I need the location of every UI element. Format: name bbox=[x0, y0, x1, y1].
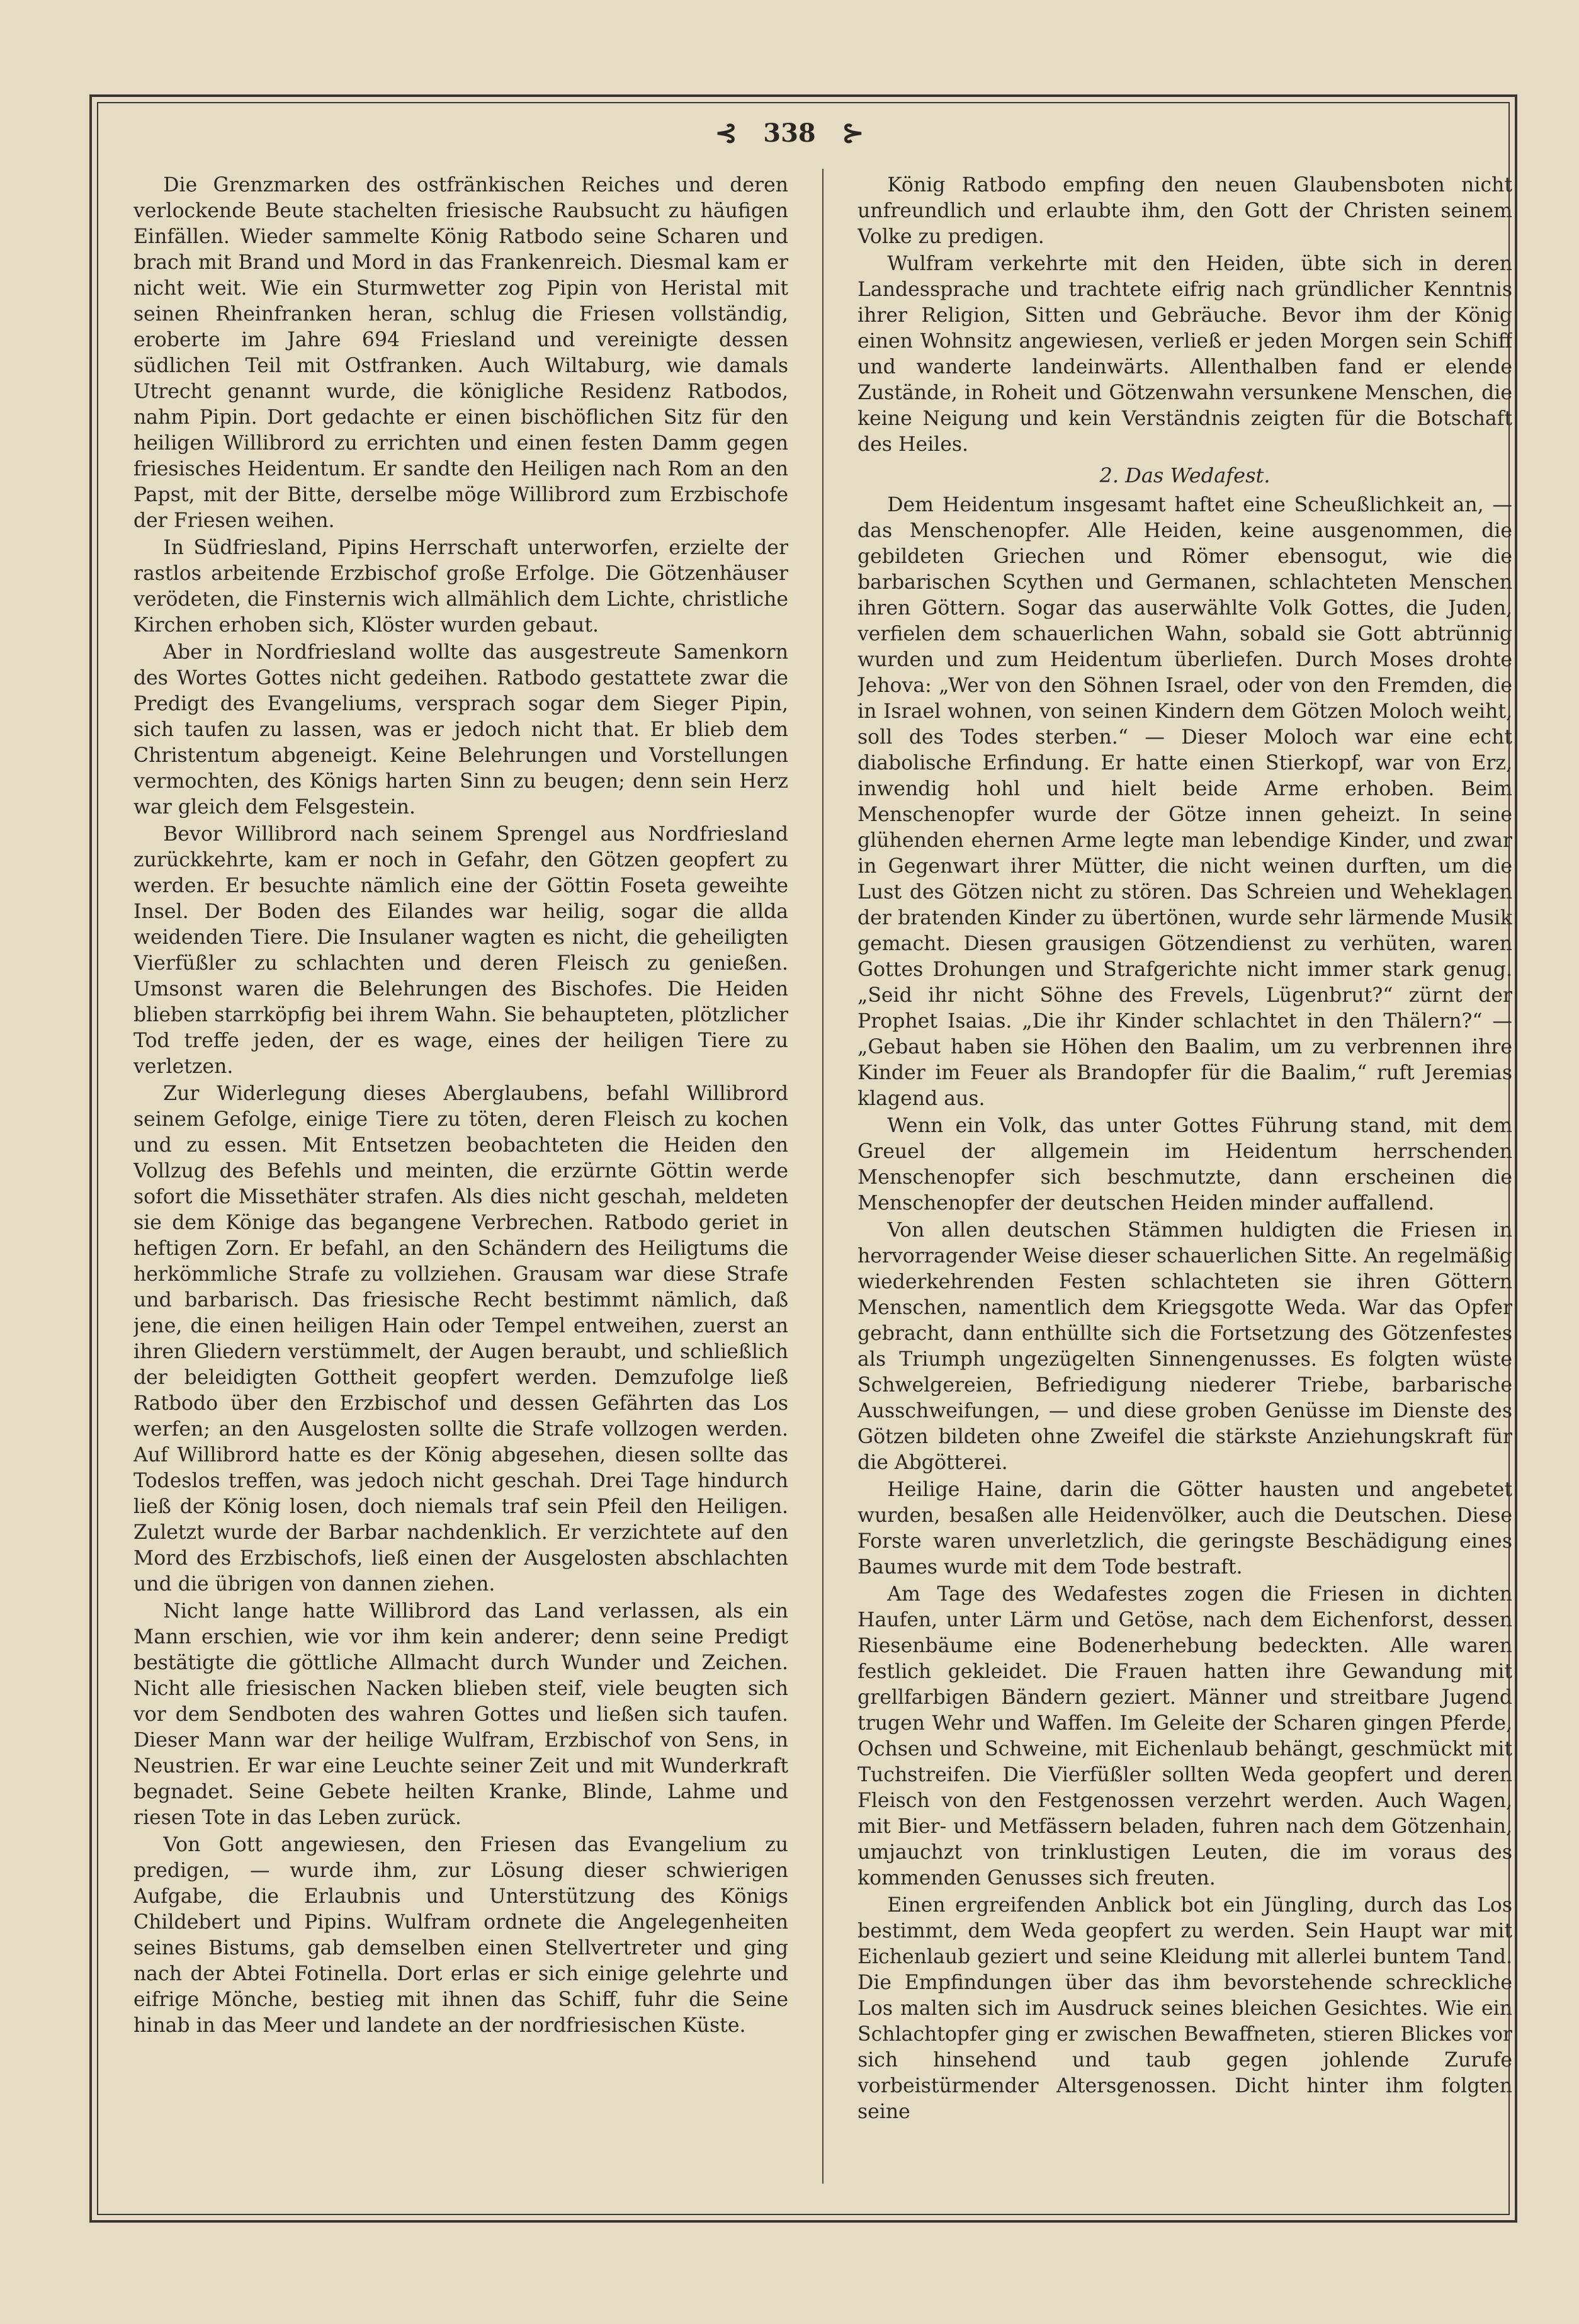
paragraph: Heilige Haine, darin die Götter hausten und angebetet wurden, besaßen alle Heidenvölker, auch die Deutschen. Diese Forste waren unverletzlich, die geringste Beschädigung eines Baumes wurde mit dem Tode bestraft. bbox=[857, 1478, 1512, 1579]
paragraph: König Ratbodo empfing den neuen Glaubensboten nicht unfreundlich und erlaubte ihm, den Gott der Christen seinem Volke zu predigen. bbox=[857, 174, 1512, 248]
left-column bbox=[133, 173, 788, 2175]
paragraph: Einen ergreifenden Anblick bot ein Jüngling, durch das Los bestimmt, dem Weda geopfert zu werden. Sein Haupt war mit Eichenlaub geziert und seine Kleidung mit allerlei buntem Tand. Die Empfindungen über das ihm bevorstehende schreckliche Los malten sich im Ausdruck seines bleichen Gesichtes. Wie ein Schlachtopfer ging er zwischen Bewaffneten, stieren Blickes vor sich hinsehend und taub gegen johlende Zurufe vorbeistürmender Altersgenossen. Dicht hinter ihm folgten seine bbox=[857, 1894, 1512, 2123]
paragraph: Von Gott angewiesen, den Friesen das Evangelium zu predigen, — wurde ihm, zur Lösung dieser schwierigen Aufgabe, die Erlaubnis und Unterstützung des Königs Childebert und Pipins. Wulfram ordnete die Angelegenheiten seines Bistums, gab demselben einen Stellvertreter und ging nach der Abtei Fotinella. Dort erlas er sich einige gelehrte und eifrige Mönche, bestieg mit ihnen das Schiff, fuhr die Seine hinab in das Meer und landete an der nordfriesischen Küste. bbox=[133, 1834, 788, 2037]
right-column bbox=[857, 173, 1512, 2175]
page-number: 338 bbox=[763, 118, 816, 148]
paragraph: Zur Widerlegung dieses Aberglaubens, befahl Willibrord seinem Gefolge, einige Tiere zu töten, deren Fleisch zu kochen und zu essen. Mit Entsetzen beobachteten die Heiden den Vollzug des Befehls und meinten, die erzürnte Göttin werde sofort die Missethäter strafen. Als dies nicht geschah, meldeten sie dem Könige das begangene Verbrechen. Ratbodo geriet in heftigen Zorn. Er befahl, an den Schändern des Heiligtums die herkömmliche Strafe zu vollziehen. Grausam war diese Strafe und barbarisch. Das friesische Recht bestimmt nämlich, daß jene, die einen heiligen Hain oder Tempel entweihen, zuerst an ihren Gliedern verstümmelt, der Augen beraubt, und schließlich der beleidigten Gottheit geopfert werden. Demzufolge ließ Ratbodo über den Erzbischof und dessen Gefährten das Los werfen; an den Ausgelosten sollte die Strafe vollzogen werden. Auf Willibrord hatte es der König abgesehen, diesen sollte das Todeslos treffen, was jedoch nicht geschah. Drei Tage hindurch ließ der König losen, doch niemals traf sein Pfeil den Heiligen. Zuletzt wurde der Barbar nachdenklich. Er verzichtete auf den Mord des Erzbischofs, ließ einen der Ausgelosten abschlachten und die übrigen von dannen ziehen. bbox=[133, 1082, 788, 1596]
paragraph: Von allen deutschen Stämmen huldigten die Friesen in hervorragender Weise dieser schauerlichen Sitte. An regelmäßig wiederkehrenden Festen schlachteten sie ihren Göttern Menschen, namentlich dem Kriegsgotte Weda. War das Opfer gebracht, dann enthüllte sich die Fortsetzung des Götzenfestes als Triumph ungezügelten Sinnengenusses. Es folgten wüste Schwelgereien, Befriedigung niederer Triebe, barbarische Ausschweifungen, — und diese groben Genüsse im Dienste des Götzen bildeten ohne Zweifel die stärkste Anziehungskraft für die Abgötterei. bbox=[857, 1219, 1512, 1474]
page-header bbox=[0, 117, 1579, 148]
paragraph: Wenn ein Volk, das unter Gottes Führung stand, mit dem Greuel der allgemein im Heidentum herrschenden Menschenopfer sich beschmutzte, dann erscheinen die Menschenopfer der deutschen Heiden minder auffallend. bbox=[857, 1114, 1512, 1215]
column-divider bbox=[822, 169, 823, 2184]
paragraph: Die Grenzmarken des ostfränkischen Reiches und deren verlockende Beute stachelten friesische Raubsucht zu häufigen Einfällen. Wieder sammelte König Ratbodo seine Scharen und brach mit Brand und Mord in das Frankenreich. Diesmal kam er nicht weit. Wie ein Sturmwetter zog Pipin von Heristal mit seinen Rheinfranken heran, schlug die Friesen vollständig, eroberte im Jahre 694 Friesland und vereinigte dessen südlichen Teil mit Ostfranken. Auch Wiltaburg, wie damals Utrecht genannt wurde, die königliche Residenz Ratbodos, nahm Pipin. Dort gedachte er einen bischöflichen Sitz für den heiligen Willibrord zu errichten und einen festen Damm gegen friesisches Heidentum. Er sandte den Heiligen nach Rom an den Papst, mit der Bitte, derselbe möge Willibrord zum Erzbischofe der Friesen weihen. bbox=[133, 174, 788, 532]
paragraph: Aber in Nordfriesland wollte das ausgestreute Samenkorn des Wortes Gottes nicht gedeihen. Ratbodo gestattete zwar die Predigt des Evangeliums, versprach sogar dem Sieger Pipin, sich taufen zu lassen, was er jedoch nicht that. Er blieb dem Christentum abgeneigt. Keine Belehrungen und Vorstellungen vermochten, des Königs harten Sinn zu beugen; denn sein Herz war gleich dem Felsgestein. bbox=[133, 641, 788, 819]
ornament-right-icon: ⊱ bbox=[842, 117, 864, 148]
ornament-left-icon: ⊰ bbox=[715, 117, 737, 148]
paragraph: Wulfram verkehrte mit den Heiden, übte sich in deren Landessprache und trachtete eifrig nach gründlicher Kenntnis ihrer Religion, Sitten und Gebräuche. Bevor ihm der König einen Wohnsitz angewiesen, verließ er jeden Morgen sein Schiff und wanderte landeinwärts. Allenthalben fand er elende Zustände, in Roheit und Götzenwahn versunkene Menschen, die keine Neigung und kein Verständnis zeigten für die Botschaft des Heiles. bbox=[857, 252, 1512, 456]
paragraph: Dem Heidentum insgesamt haftet eine Scheußlichkeit an, — das Menschenopfer. Alle Heiden, keine ausgenommen, die gebildeten Griechen und Römer ebensogut, wie die barbarischen Scythen und Germanen, schlachteten Menschen ihren Göttern. Sogar das auserwählte Volk Gottes, die Juden, verfielen dem schauerlichen Wahn, sobald sie Gott abtrünnig wurden und zum Heidentum überliefen. Durch Moses drohte Jehova: „Wer von den Söhnen Israel, oder von den Fremden, die in Israel wohnen, von seinen Kindern dem Götzen Moloch weiht, soll des Todes sterben.“ — Dieser Moloch war eine echt diabolische Erfindung. Er hatte einen Stierkopf, war von Erz, inwendig hohl und hielt beide Arme erhoben. Beim Menschenopfer wurde der Götze innen geheizt. In seine glühenden ehernen Arme legte man lebendige Kinder, und zwar in Gegenwart ihrer Mütter, die nicht weinen durften, um die Lust des Götzen nicht zu stören. Das Schreien und Weheklagen der bratenden Kinder zu übertönen, wurde sehr lärmende Musik gemacht. Diesen grausigen Götzendienst zu verhüten, waren Gottes Drohungen und Strafgerichte nicht immer stark genug. „Seid ihr nicht Söhne des Frevels, Lügenbrut?“ zürnt der Prophet Isaias. „Die ihr Kinder schlachtet in den Thälern?“ — „Gebaut haben sie Höhen den Baalim, um zu verbrennen ihre Kinder im Feuer als Brandopfer für die Baalim,“ ruft Jeremias klagend aus. bbox=[857, 494, 1512, 1110]
section-title: 2. Das Wedafest. bbox=[1099, 463, 1271, 487]
paragraph: Nicht lange hatte Willibrord das Land verlassen, als ein Mann erschien, wie vor ihm kein anderer; denn seine Predigt bestätigte die göttliche Allmacht durch Wunder und Zeichen. Nicht alle friesischen Nacken blieben steif, viele beugten sich vor dem Sendboten des wahren Gottes und ließen sich taufen. Dieser Mann war der heilige Wulfram, Erzbischof von Sens, in Neustrien. Er war eine Leuchte seiner Zeit und mit Wunderkraft begnadet. Seine Gebete heilten Kranke, Blinde, Lahme und riesen Tote in das Leben zurück. bbox=[133, 1600, 788, 1829]
paragraph: Bevor Willibrord nach seinem Sprengel aus Nordfriesland zurückkehrte, kam er noch in Gefahr, den Götzen geopfert zu werden. Er besuchte nämlich eine der Göttin Foseta geweihte Insel. Der Boden des Eilandes war heilig, sogar die allda weidenden Tiere. Die Insulaner wagten es nicht, die geheiligten Vierfüßler zu schlachten und deren Fleisch zu genießen. Umsonst waren die Belehrungen des Bischofes. Die Heiden blieben starrköpfig bei ihrem Wahn. Sie behaupteten, plötzlicher Tod treffe jeden, der es wage, eines der heiligen Tiere zu verletzen. bbox=[133, 823, 788, 1078]
paragraph: In Südfriesland, Pipins Herrschaft unterworfen, erzielte der rastlos arbeitende Erzbischof große Erfolge. Die Götzenhäuser verödeten, die Finsternis wich allmählich dem Lichte, christliche Kirchen erhoben sich, Klöster wurden gebaut. bbox=[133, 536, 788, 637]
paragraph: Am Tage des Wedafestes zogen die Friesen in dichten Haufen, unter Lärm und Getöse, nach dem Eichenforst, dessen Riesenbäume eine Bodenerhebung bedeckten. Alle waren festlich gekleidet. Die Frauen hatten ihre Gewandung mit grellfarbigen Bändern geziert. Männer und streitbare Jugend trugen Wehr und Waffen. Im Geleite der Scharen gingen Pferde, Ochsen und Schweine, mit Eichenlaub behängt, geschmückt mit Tuchstreifen. Die Vierfüßler sollten Weda geopfert und deren Fleisch von den Festgenossen verzehrt werden. Auch Wagen, mit Bier- und Metfässern beladen, fuhren nach dem Götzenhain, umjauchzt von trinklustigen Leuten, die im voraus des kommenden Genusses sich freuten. bbox=[857, 1583, 1512, 1890]
